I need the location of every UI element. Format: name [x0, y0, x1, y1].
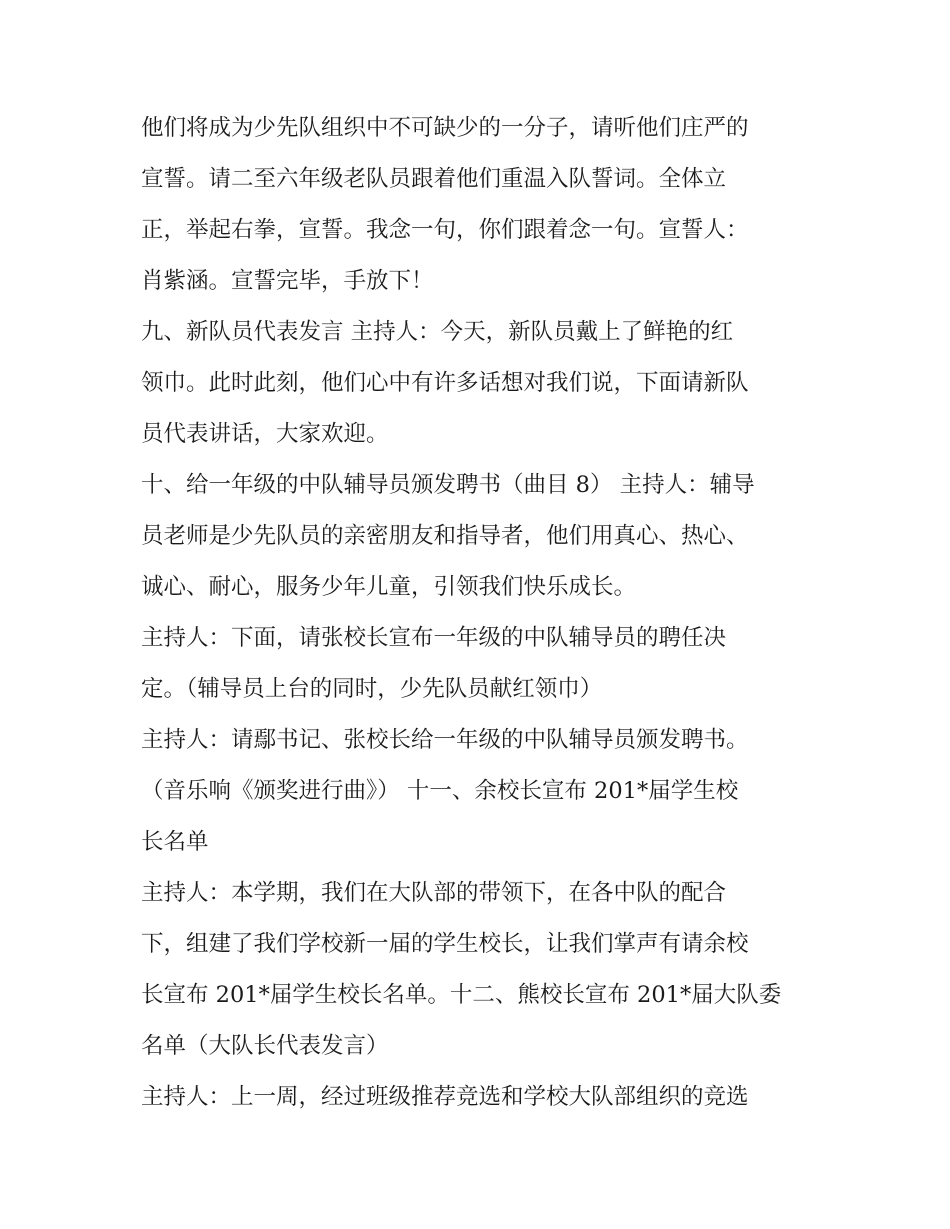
text-line: 员老师是少先队员的亲密朋友和指导者，他们用真心、热心、: [141, 523, 749, 549]
text-line: 主持人：下面，请张校长宣布一年级的中队辅导员的聘任决: [141, 625, 727, 651]
text-line: 主持人：请鄢书记、张校长给一年级的中队辅导员颁发聘书。: [141, 727, 749, 753]
text-line: 定。（辅导员上台的同时，少先队员献红领巾）: [141, 676, 603, 702]
text-line: 他们将成为少先队组织中不可缺少的一分子，请听他们庄严的: [141, 115, 749, 141]
text-line: 主持人：上一周，经过班级推荐竞选和学校大队部组织的竞选: [141, 1084, 749, 1110]
text-line: 诚心、耐心，服务少年儿童，引领我们快乐成长。: [141, 574, 637, 600]
document-body: [141, 103, 821, 1123]
text-line: 十、给一年级的中队辅导员颁发聘书（曲目 8） 主持人：辅导: [141, 472, 755, 498]
text-line: 长名单: [141, 829, 209, 855]
text-line: 主持人：本学期，我们在大队部的带领下，在各中队的配合: [141, 880, 727, 906]
text-line: 长宣布 201*届学生校长名单。十二、熊校长宣布 201*届大队委: [141, 982, 782, 1008]
text-line: 名单（大队长代表发言）: [141, 1033, 389, 1059]
text-line: 肖紫涵。宣誓完毕，手放下！: [141, 268, 434, 294]
text-line: 九、新队员代表发言 主持人：今天，新队员戴上了鲜艳的红: [141, 319, 734, 345]
text-line: 下，组建了我们学校新一届的学生校长，让我们掌声有请余校: [141, 931, 749, 957]
text-line: 正，举起右拳，宣誓。我念一句，你们跟着念一句。宣誓人：: [141, 217, 749, 243]
text-line: 宣誓。请二至六年级老队员跟着他们重温入队誓词。全体立: [141, 166, 727, 192]
text-line: 员代表讲话，大家欢迎。: [141, 421, 389, 447]
text-line: （音乐响《颁奖进行曲》） 十一、余校长宣布 201*届学生校: [141, 778, 739, 804]
text-line: 领巾。此时此刻，他们心中有许多话想对我们说，下面请新队: [141, 370, 749, 396]
